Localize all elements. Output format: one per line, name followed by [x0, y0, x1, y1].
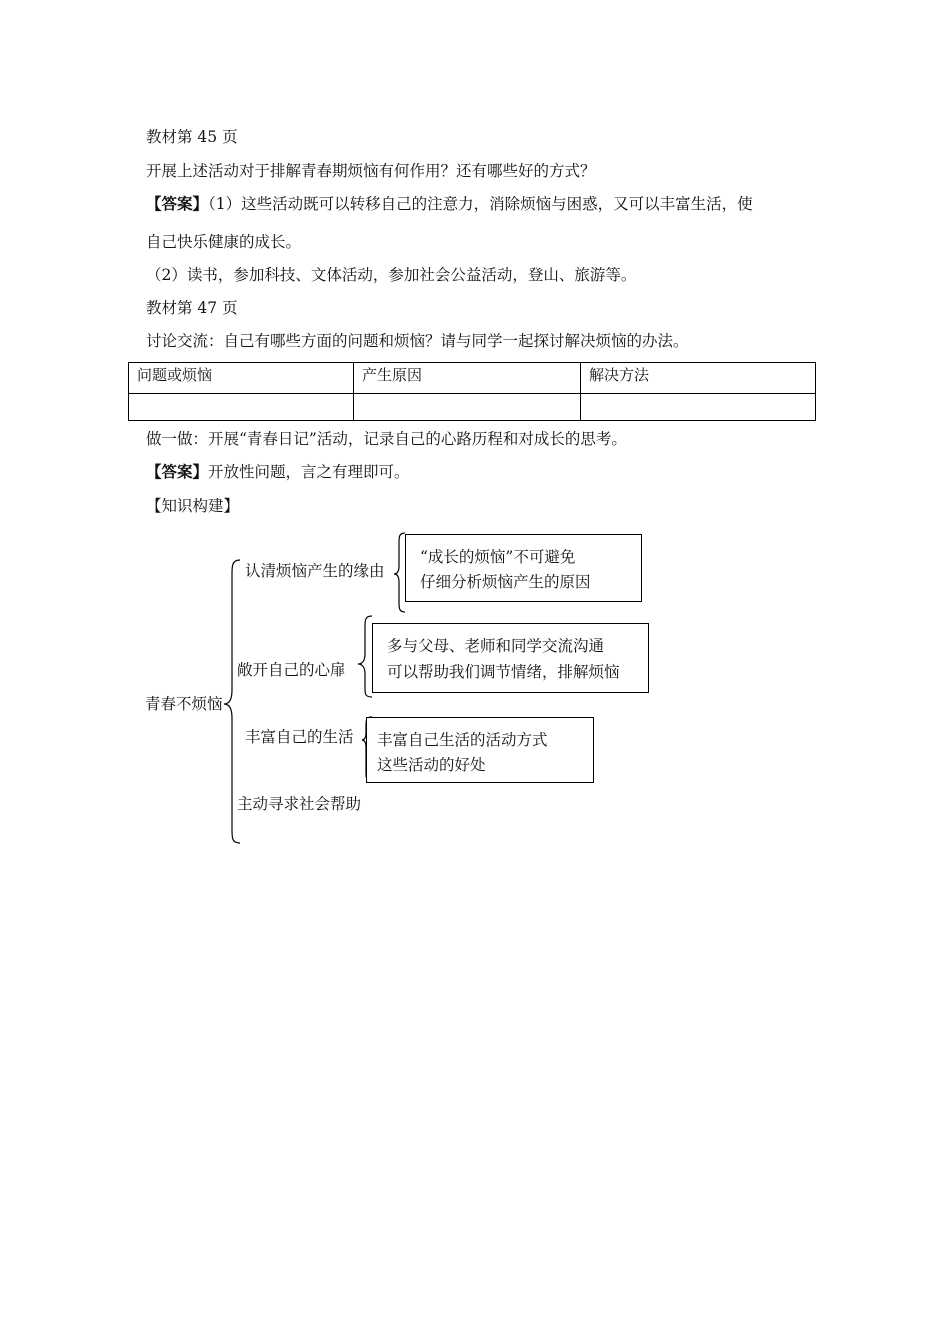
- table-header-cell: 解决方法: [581, 363, 816, 394]
- mindmap-branch: 主动寻求社会帮助: [237, 795, 362, 813]
- activity-prompt: 做一做：开展“青春日记”活动，记录自己的心路历程和对成长的思考。: [146, 430, 627, 448]
- mindmap-box-3: [366, 717, 594, 783]
- box-line: 多与父母、老师和同学交流沟通: [387, 637, 605, 655]
- mindmap-branch: 敞开自己的心扉: [237, 661, 346, 679]
- answer-label: 【答案】: [146, 194, 209, 213]
- mindmap-branch: 丰富自己的生活: [245, 728, 354, 746]
- mindmap-root: 青春不烦恼: [145, 695, 223, 713]
- answer-1-continued: 自己快乐健康的成长。: [146, 233, 302, 251]
- brace-1: [394, 533, 405, 612]
- box-line: 仔细分析烦恼产生的原因: [420, 573, 591, 591]
- table-header-cell: 产生原因: [354, 363, 581, 394]
- mindmap-branch: 认清烦恼产生的缘由: [245, 562, 385, 580]
- question-45: 开展上述活动对于排解青春期烦恼有何作用？还有哪些好的方式？: [146, 162, 596, 180]
- answer-label: 【答案】: [146, 462, 209, 481]
- answer-2: （2）读书，参加科技、文体活动，参加社会公益活动，登山、旅游等。: [146, 266, 637, 284]
- page-ref-45: 教材第 45 页: [146, 128, 238, 146]
- box-line: 这些活动的好处: [377, 756, 486, 774]
- page-ref-47: 教材第 47 页: [146, 299, 238, 317]
- box-line: 可以帮助我们调节情绪，排解烦恼: [387, 663, 620, 681]
- answer-text: 开放性问题，言之有理即可。: [208, 463, 410, 481]
- mindmap-box-2: [372, 623, 649, 693]
- box-line: “成长的烦恼”不可避免: [420, 548, 576, 566]
- knowledge-heading: 【知识构建】: [146, 497, 240, 515]
- discussion-prompt: 讨论交流：自己有哪些方面的问题和烦恼？请与同学一起探讨解决烦恼的办法。: [146, 332, 689, 350]
- mindmap-box-1: [405, 534, 642, 602]
- answer-text: （1）这些活动既可以转移自己的注意力，消除烦恼与困惑，又可以丰富生活，使: [208, 195, 753, 213]
- box-line: 丰富自己生活的活动方式: [377, 731, 548, 749]
- brace-2: [358, 616, 372, 697]
- table-header-cell: 问题或烦恼: [129, 363, 354, 394]
